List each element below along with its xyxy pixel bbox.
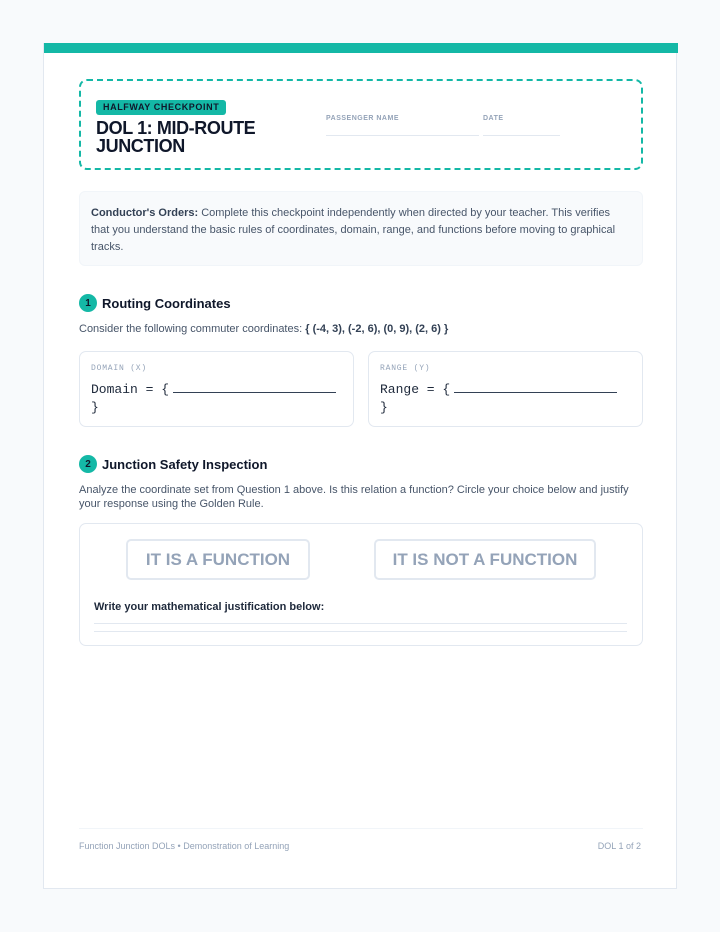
range-card <box>368 351 643 427</box>
function-choice-card <box>79 523 643 646</box>
worksheet-page <box>43 43 677 889</box>
choice-is-not-function[interactable]: IT IS NOT A FUNCTION <box>374 539 596 580</box>
justification-label: Write your mathematical justification below: <box>94 601 325 613</box>
top-accent-bar <box>44 43 678 53</box>
choice-is-function[interactable]: IT IS A FUNCTION <box>126 539 310 580</box>
page-title: DOL 1: MID-ROUTE JUNCTION <box>96 118 256 156</box>
range-close-brace: } <box>380 400 388 415</box>
date-label: DATE <box>483 115 504 122</box>
q1-prompt <box>79 322 448 336</box>
range-answer-blank[interactable] <box>454 392 617 393</box>
q2-number: 2 <box>79 455 97 473</box>
domain-card <box>79 351 354 427</box>
orders-lead: Conductor's Orders: <box>91 207 199 219</box>
checkpoint-badge: HALFWAY CHECKPOINT <box>96 100 226 115</box>
q2-title: Junction Safety Inspection <box>102 456 268 472</box>
q1-prompt-text: Consider the following commuter coordinates: <box>79 323 306 335</box>
q2-prompt: Analyze the coordinate set from Question 1 above. Is this relation a function? Circle your choice below and justify your response using the Golden Rule. <box>79 484 629 510</box>
passenger-name-field[interactable] <box>326 135 479 136</box>
footer-left: Function Junction DOLs • Demonstration of Learning <box>79 841 290 851</box>
header-box <box>79 79 643 170</box>
q1-number: 1 <box>79 294 97 312</box>
range-expression <box>380 381 450 417</box>
domain-expression <box>91 381 169 417</box>
domain-label: DOMAIN (X) <box>91 364 148 373</box>
passenger-name-label: PASSENGER NAME <box>326 115 399 122</box>
footer-page-number: DOL 1 of 2 <box>597 841 641 851</box>
q1-coordinates: { (-4, 3), (-2, 6), (0, 9), (2, 6) } <box>305 323 449 335</box>
q2-heading <box>79 455 267 473</box>
date-field[interactable] <box>483 135 560 136</box>
orders-text: Complete this checkpoint independently when directed by your teacher. This verifies that you understand the basic rules of coordinates, domain, range, and functions before moving to graphical tracks. <box>91 207 616 253</box>
q1-heading <box>79 294 231 312</box>
domain-prefix: Domain = { <box>91 382 170 397</box>
justification-line-1[interactable] <box>94 623 627 624</box>
domain-close-brace: } <box>91 400 99 415</box>
range-label: RANGE (Y) <box>380 364 431 373</box>
conductor-orders <box>79 191 643 266</box>
domain-answer-blank[interactable] <box>173 392 336 393</box>
range-prefix: Range = { <box>380 382 451 397</box>
q1-title: Routing Coordinates <box>102 295 231 311</box>
justification-line-2[interactable] <box>94 631 627 632</box>
footer-divider <box>79 828 643 829</box>
